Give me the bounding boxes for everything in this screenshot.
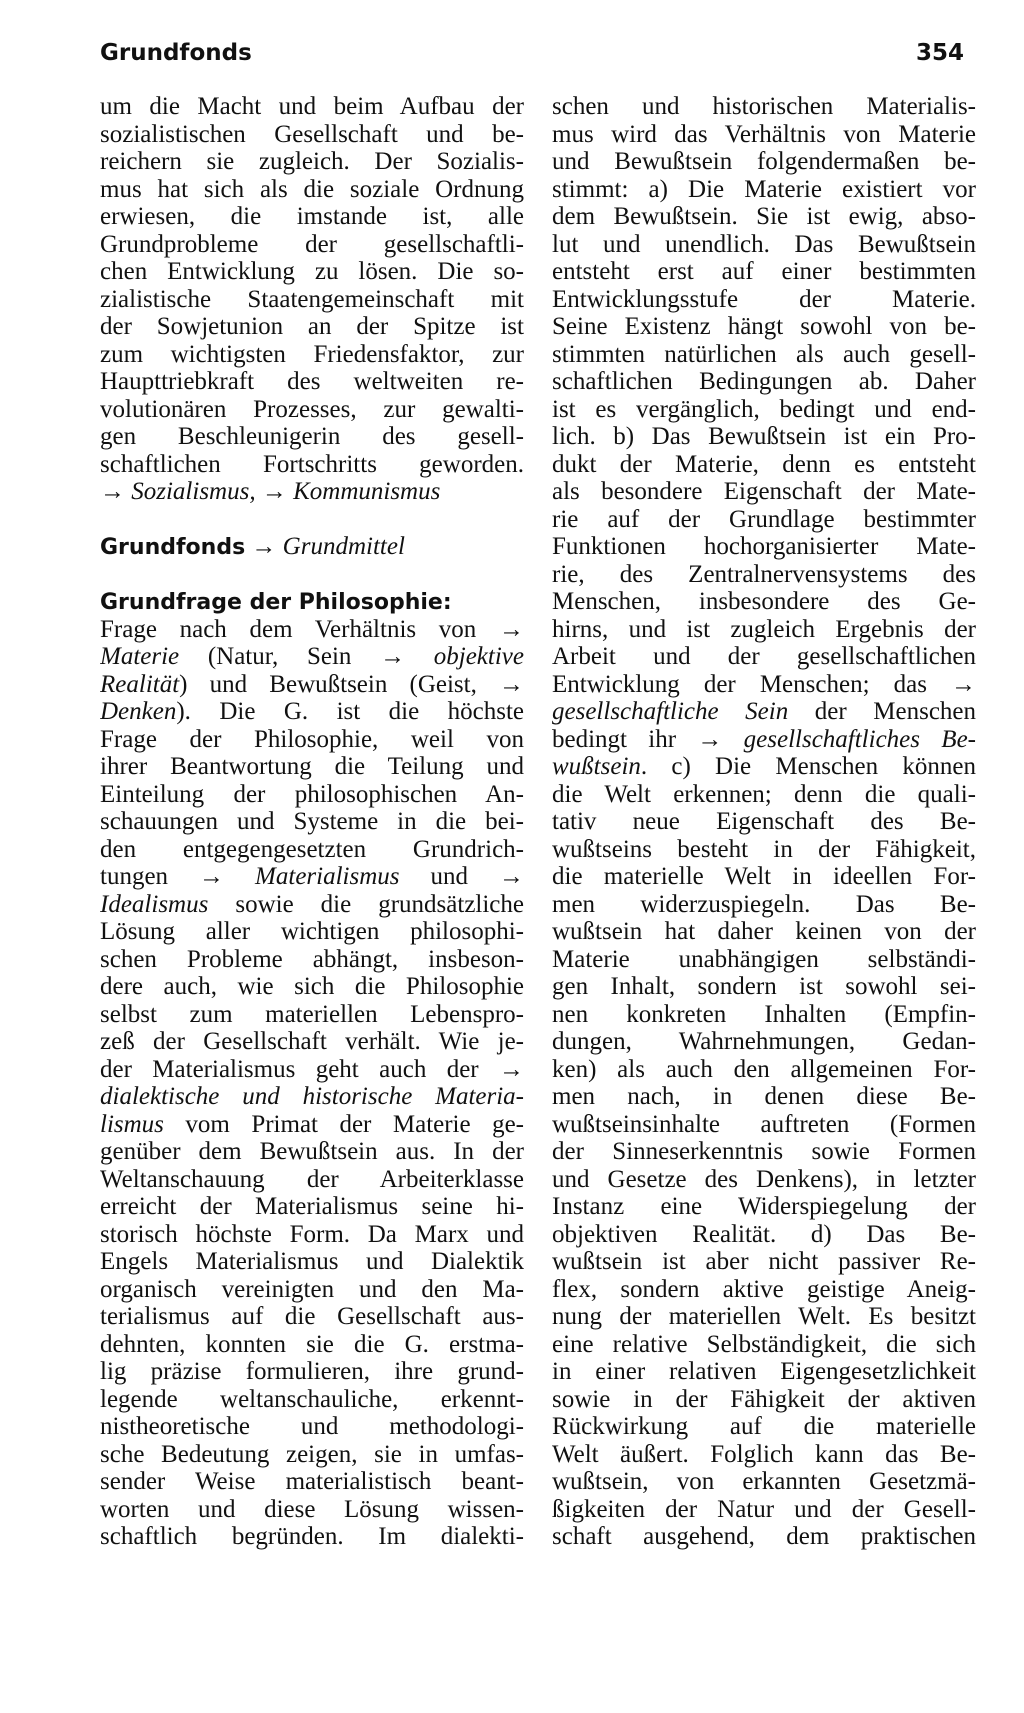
text-line: Engels Materialismus und Dialektik [100,1248,524,1275]
text-line: zialistische Staatengemeinschaft mit [100,285,524,313]
arrow-icon: → [380,643,406,670]
text-line: chen Entwicklung zu lösen. Die so- [100,258,524,285]
text-line: tativ neue Eigenschaft des Be- [552,808,976,835]
text-line [100,1056,524,1084]
text-line: genüber dem Bewußtsein aus. In der [100,1138,524,1165]
text-run: sowie die grundsätzliche [235,890,524,918]
text-line: Lösung aller wichtigen philosophi- [100,918,524,945]
text-line: men widerzuspiegeln. Das Be- [552,890,976,918]
entry-grundfonds [100,533,524,561]
text-line: dukt der Materie, denn es entsteht [552,450,976,478]
right-column [552,93,976,1551]
text-line: schaftlichen Fortschritts geworden. [100,450,524,478]
text-line: wußtseins besteht in der Fähigkeit, [552,835,976,863]
text-line: Instanz eine Widerspiegelung der [552,1193,976,1220]
text-line [552,698,976,726]
text-line: schaftlichen Bedingungen ab. Daher [552,368,976,395]
left-column [100,93,524,1551]
paragraph-gap [100,506,524,534]
cross-reference-link[interactable]: wußtsein [552,753,641,780]
text-line: schaft ausgehend, dem praktischen [552,1523,976,1550]
text-line: rie, des Zentralnervensystems des [552,560,976,588]
text-line: flex, sondern aktive geistige Aneig- [552,1275,976,1303]
text-line: erreicht der Materialismus seine hi- [100,1193,524,1220]
text-line: nung der materiellen Welt. Es besitzt [552,1303,976,1330]
cross-reference-link[interactable]: Kommunismus [293,478,441,505]
text-run: der Materialismus geht auch der [100,1055,479,1083]
text-line: Haupttriebkraft des weltweiten re- [100,368,524,395]
text-line: die Welt erkennen; denn die quali- [552,780,976,808]
arrow-icon: → [100,478,125,505]
text-line: objektiven Realität. d) Das Be- [552,1220,976,1248]
text-line: nen konkreten Inhalten (Empfin- [552,1000,976,1028]
text-line: stimmt: a) Die Materie existiert vor [552,175,976,203]
text-run: (Natur, Sein [207,643,352,670]
cross-reference-link[interactable]: Denken [100,698,177,725]
paragraph-gap [100,561,524,589]
text-line: schaftlich begründen. Im dialekti- [100,1523,524,1550]
text-line: storisch höchste Form. Da Marx und [100,1220,524,1248]
text-line: sowie in der Fähigkeit der aktiven [552,1385,976,1413]
running-head-title: Grundfonds [100,40,252,66]
text-line: Entwicklungsstufe der Materie. [552,285,976,313]
text-line [100,643,524,671]
text-line: ßigkeiten der Natur und der Gesell- [552,1495,976,1523]
text-line: lich. b) Das Bewußtsein ist ein Pro- [552,423,976,450]
cross-reference-link[interactable]: Materie [100,643,180,670]
arrow-icon: → [499,615,524,643]
page-number: 354 [915,40,964,66]
text-line: worten und diese Lösung wissen- [100,1495,524,1523]
text-line: schen Probleme abhängt, insbeson- [100,945,524,973]
text-line: organisch vereinigten und den Ma- [100,1275,524,1303]
text-line: Funktionen hochorganisierter Mate- [552,533,976,560]
text-line [100,616,524,644]
cross-reference-link[interactable]: gesellschaftliches Be- [743,725,976,753]
text-run: vom Primat der Materie ge- [185,1110,524,1138]
text-line: mus hat sich als die soziale Ordnung [100,175,524,203]
text-line: Menschen, insbesondere des Ge- [552,588,976,615]
text-line: sender Weise materialistisch beant- [100,1468,524,1495]
text-line [100,698,524,726]
text-line: wußtsein ist aber nicht passiver Re- [552,1248,976,1275]
arrow-icon: → [261,478,287,505]
text-line: lut und unendlich. Das Bewußtsein [552,230,976,258]
cross-reference-link[interactable]: Grundmittel [282,533,405,560]
text-line: dehnten, konnten sie die G. erstma- [100,1330,524,1358]
text-line [100,1083,524,1111]
text-run: tungen [100,863,169,890]
entry-headword-line [100,588,524,616]
text-run: bedingt ihr [552,725,677,753]
arrow-icon: → [199,863,225,890]
cross-reference-link[interactable]: Sozialismus, [131,478,256,505]
text-line: eine relative Selbständigkeit, die sich [552,1330,976,1358]
text-line [100,671,524,699]
text-run: Frage nach dem Verhältnis von [100,615,477,643]
cross-reference-link[interactable]: Materialismus [255,863,400,890]
text-line: sche Bedeutung zeigen, sie in umfas- [100,1440,524,1468]
text-line: ken) als auch den allgemeinen For- [552,1055,976,1083]
cross-reference-link[interactable]: gesellschaftliche Sein [552,698,789,725]
text-line: dungen, Wahrnehmungen, Gedan- [552,1028,976,1055]
arrow-icon: → [251,533,277,560]
arrow-icon: → [951,670,976,698]
cross-reference-link[interactable]: objektive [433,643,524,670]
text-line: die materielle Welt in ideellen For- [552,863,976,890]
text-line: Frage der Philosophie, weil von [100,725,524,753]
text-line: den entgegengesetzten Grundrich- [100,835,524,863]
text-line: Seine Existenz hängt sowohl von be- [552,313,976,340]
text-line: um die Macht und beim Aufbau der [100,93,524,120]
entry-headword: Grundfrage der Philosophie: [100,590,452,615]
text-line: der Sowjetunion an der Spitze ist [100,313,524,340]
text-line: und Gesetze des Denkens), in letzter [552,1165,976,1193]
text-line: entsteht erst auf einer bestimmten [552,258,976,285]
text-line: und Bewußtsein folgendermaßen be- [552,148,976,175]
text-line: der Sinneserkenntnis sowie Formen [552,1138,976,1165]
text-line: Einteilung der philosophischen An- [100,780,524,808]
text-line: legende weltanschauliche, erkennt- [100,1385,524,1413]
cross-reference-link[interactable]: dialektische und historische Materia- [100,1083,524,1110]
arrow-icon: → [499,863,524,890]
text-line: ist es vergänglich, bedingt und end- [552,395,976,423]
text-line: schauungen und Systeme in die bei- [100,808,524,835]
text-line: zeß der Gesellschaft verhält. Wie je- [100,1028,524,1055]
text-line [100,1111,524,1139]
text-line [100,863,524,891]
text-line: schen und historischen Materialis- [552,93,976,120]
cross-reference-link[interactable]: Realität [100,670,180,698]
text-line: gen Beschleunigerin des gesell- [100,423,524,450]
text-line: Weltanschauung der Arbeiterklasse [100,1165,524,1193]
text-line: ihrer Beantwortung die Teilung und [100,753,524,780]
text-line: Rückwirkung auf die materielle [552,1413,976,1440]
text-line [100,891,524,919]
text-line: Grundprobleme der gesellschaftli- [100,230,524,258]
text-line: nistheoretische und methodologi- [100,1413,524,1440]
text-line: gen Inhalt, sondern ist sowohl sei- [552,973,976,1000]
text-line: erwiesen, die imstande ist, alle [100,203,524,230]
text-line: dere auch, wie sich die Philosophie [100,973,524,1000]
arrow-icon: → [697,725,723,753]
text-line: reichern sie zugleich. Der Sozialis- [100,148,524,175]
text-line: sozialistischen Gesellschaft und be- [100,120,524,148]
entry-headword: Grundfonds [100,535,246,560]
text-line [552,753,976,781]
text-line: terialismus auf die Gesellschaft aus- [100,1303,524,1330]
text-line: wußtseinsinhalte auftreten (Formen [552,1110,976,1138]
text-line: in einer relativen Eigengesetzlichkeit [552,1358,976,1385]
text-run: der Menschen [814,698,976,725]
cross-reference-line [100,478,524,506]
text-line: rie auf der Grundlage bestimmter [552,505,976,533]
text-line: zum wichtigsten Friedensfaktor, zur [100,340,524,368]
running-header [100,36,964,70]
text-line: hirns, und ist zugleich Ergebnis der [552,615,976,643]
text-line: wußtsein, von erkannten Gesetzmä- [552,1468,976,1495]
text-run: und [430,863,468,890]
text-line: Welt äußert. Folglich kann das Be- [552,1440,976,1468]
arrow-icon: → [499,670,524,698]
text-line [552,671,976,699]
text-run: Entwicklung der Menschen; das [552,670,927,698]
cross-reference-link[interactable]: lismus [100,1110,164,1138]
text-line: lig präzise formulieren, ihre grund- [100,1358,524,1385]
text-line: stimmten natürlichen als auch gesell- [552,340,976,368]
text-line: als besondere Eigenschaft der Mate- [552,478,976,505]
text-run: ) und Bewußtsein (Geist, [179,670,477,698]
text-line [552,726,976,754]
arrow-icon: → [499,1055,524,1083]
text-line: mus wird das Verhältnis von Materie [552,120,976,148]
text-line: men nach, in denen diese Be- [552,1083,976,1110]
text-line: wußtsein hat daher keinen von der [552,918,976,945]
text-line: dem Bewußtsein. Sie ist ewig, abso- [552,203,976,230]
text-line: selbst zum materiellen Lebenspro- [100,1000,524,1028]
text-line: Arbeit und der gesellschaftlichen [552,643,976,670]
text-run: . c) Die Menschen können [640,753,976,780]
text-line: volutionären Prozesses, zur gewalti- [100,395,524,423]
text-run: ). Die G. ist die höchste [176,698,524,725]
text-line: Materie unabhängigen selbständi- [552,945,976,973]
cross-reference-link[interactable]: Idealismus [100,890,209,918]
